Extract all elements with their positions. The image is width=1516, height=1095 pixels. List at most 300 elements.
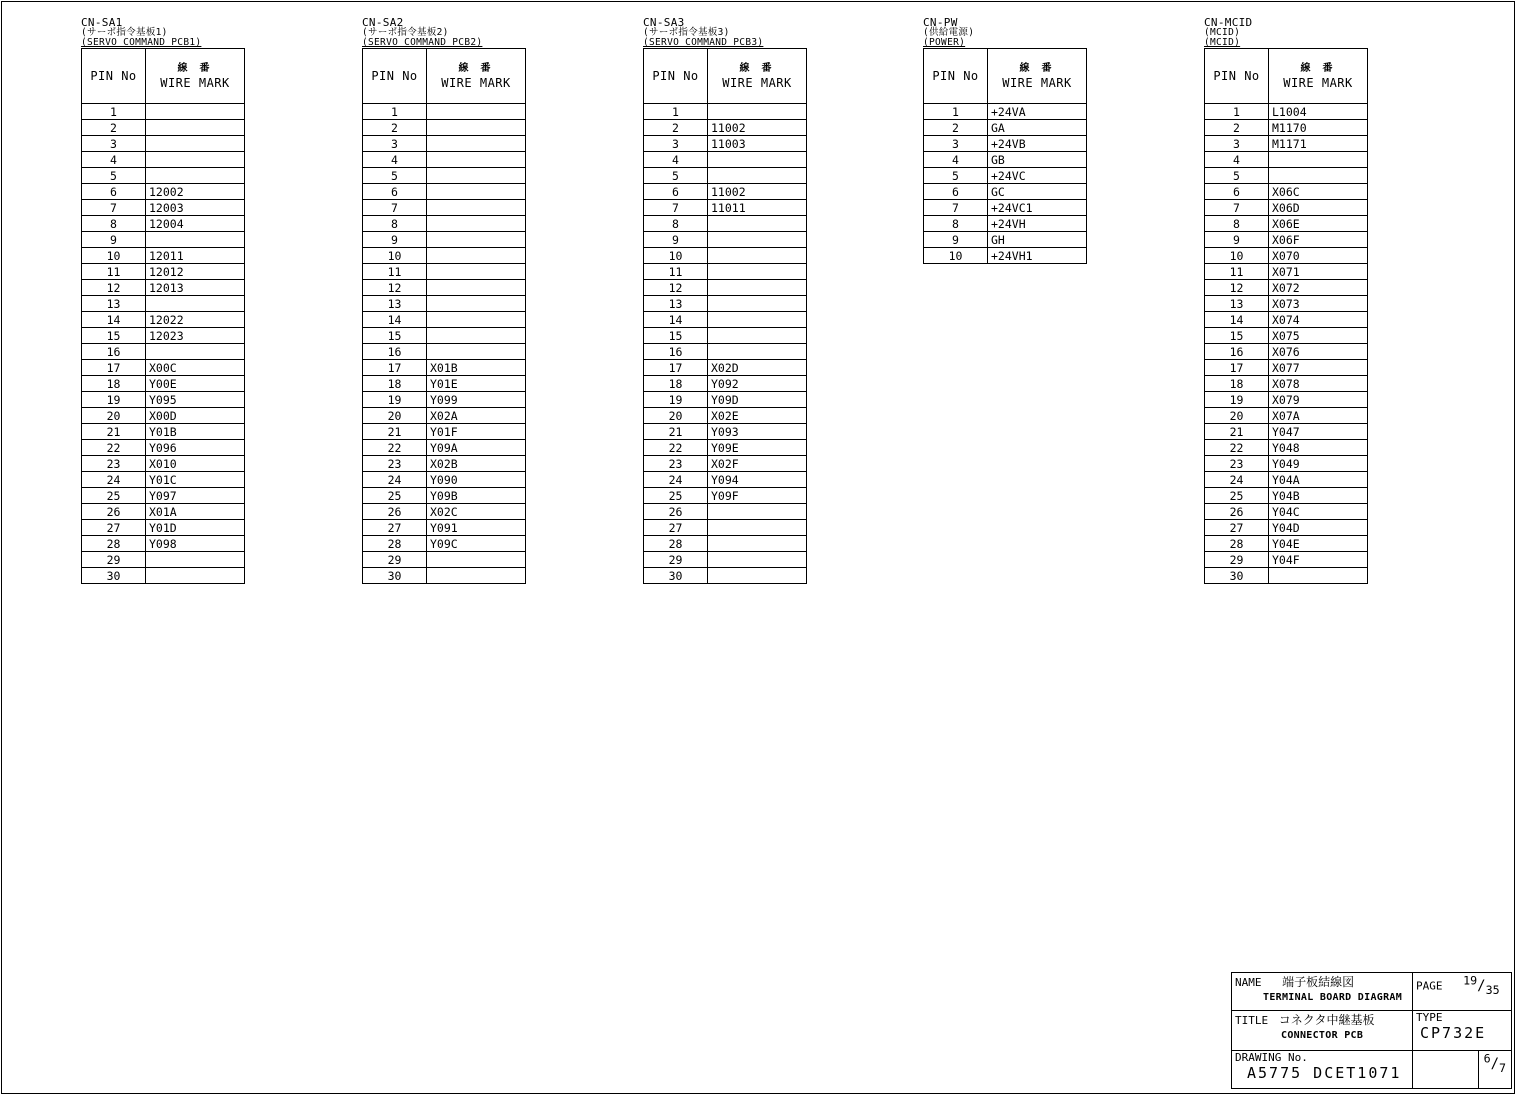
table-row xyxy=(644,456,807,472)
connector-jp-name: (サーボ指令基板2) xyxy=(362,27,449,38)
pin-table xyxy=(923,48,1087,264)
pin-table xyxy=(81,48,245,584)
pin-number: 10 xyxy=(924,248,988,264)
table-row xyxy=(363,296,526,312)
title-jp: コネクタ中継基板 xyxy=(1278,1013,1375,1027)
pin-number: 12 xyxy=(82,280,146,296)
pin-number: 16 xyxy=(82,344,146,360)
type-value: CP732E xyxy=(1420,1024,1487,1042)
pin-number: 13 xyxy=(82,296,146,312)
wire-mark xyxy=(427,136,526,152)
table-row xyxy=(644,536,807,552)
pin-number: 8 xyxy=(82,216,146,232)
pin-number: 5 xyxy=(363,168,427,184)
page-label: PAGE xyxy=(1416,979,1443,993)
pin-number: 29 xyxy=(82,552,146,568)
table-row xyxy=(82,488,245,504)
wire-mark: L1004 xyxy=(1269,104,1368,120)
wire-mark-header xyxy=(988,49,1087,104)
table-row xyxy=(644,312,807,328)
pin-number: 9 xyxy=(363,232,427,248)
pin-number: 16 xyxy=(363,344,427,360)
pin-number: 15 xyxy=(1205,328,1269,344)
table-row xyxy=(82,216,245,232)
pin-number: 25 xyxy=(363,488,427,504)
pin-number: 20 xyxy=(1205,408,1269,424)
table-row xyxy=(363,136,526,152)
wire-mark: X077 xyxy=(1269,360,1368,376)
wire-mark: M1170 xyxy=(1269,120,1368,136)
pin-number: 3 xyxy=(1205,136,1269,152)
connector-en-name: (POWER) xyxy=(923,37,966,48)
table-row xyxy=(82,472,245,488)
table-row xyxy=(924,248,1087,264)
wire-mark: 12003 xyxy=(146,200,245,216)
pin-number: 20 xyxy=(644,408,708,424)
connector-en-name: (MCID) xyxy=(1204,37,1241,48)
pin-number: 2 xyxy=(363,120,427,136)
table-row xyxy=(363,408,526,424)
name-cell xyxy=(1232,973,1413,1011)
wire-mark xyxy=(427,280,526,296)
wire-mark-en: WIRE MARK xyxy=(1283,76,1353,90)
connector-id: CN-SA3 xyxy=(643,16,685,29)
pin-number: 11 xyxy=(363,264,427,280)
title-en: CONNECTOR PCB xyxy=(1281,1030,1364,1041)
connector-id: CN-SA1 xyxy=(81,16,123,29)
pin-number: 5 xyxy=(924,168,988,184)
pin-number: 6 xyxy=(644,184,708,200)
wire-mark: X02F xyxy=(708,456,807,472)
pin-number: 13 xyxy=(644,296,708,312)
wire-mark: X075 xyxy=(1269,328,1368,344)
pin-number: 11 xyxy=(644,264,708,280)
pin-number: 14 xyxy=(82,312,146,328)
pin-number: 25 xyxy=(644,488,708,504)
table-row xyxy=(82,360,245,376)
table-row xyxy=(363,424,526,440)
wire-mark-en: WIRE MARK xyxy=(160,76,230,90)
wire-mark xyxy=(427,120,526,136)
pin-number: 26 xyxy=(82,504,146,520)
wire-mark: X00C xyxy=(146,360,245,376)
table-row xyxy=(82,568,245,584)
table-row xyxy=(363,536,526,552)
table-row xyxy=(1205,456,1368,472)
wire-mark: M1171 xyxy=(1269,136,1368,152)
table-row xyxy=(644,232,807,248)
pin-number: 21 xyxy=(1205,424,1269,440)
wire-mark xyxy=(708,504,807,520)
pin-number: 10 xyxy=(363,248,427,264)
wire-mark xyxy=(427,552,526,568)
wire-mark: Y099 xyxy=(427,392,526,408)
wire-mark: 11003 xyxy=(708,136,807,152)
wire-mark: Y094 xyxy=(708,472,807,488)
wire-mark: X06F xyxy=(1269,232,1368,248)
wire-mark: X02B xyxy=(427,456,526,472)
wire-mark xyxy=(708,296,807,312)
table-row xyxy=(644,520,807,536)
table-row xyxy=(363,392,526,408)
table-row xyxy=(82,376,245,392)
pin-number: 17 xyxy=(1205,360,1269,376)
wire-mark: Y04C xyxy=(1269,504,1368,520)
table-row xyxy=(644,216,807,232)
pin-number: 30 xyxy=(1205,568,1269,584)
wire-mark xyxy=(708,568,807,584)
wire-mark: X078 xyxy=(1269,376,1368,392)
pin-number: 24 xyxy=(1205,472,1269,488)
drawing-cell xyxy=(1232,1051,1413,1089)
wire-mark-en: WIRE MARK xyxy=(722,76,792,90)
wire-mark: X06E xyxy=(1269,216,1368,232)
wire-mark-en: WIRE MARK xyxy=(1002,76,1072,90)
table-row xyxy=(1205,424,1368,440)
table-row xyxy=(363,568,526,584)
wire-mark xyxy=(146,232,245,248)
connector-id: CN-PW xyxy=(923,16,958,29)
drawing-label: DRAWING No. xyxy=(1235,1051,1308,1064)
pin-number: 17 xyxy=(644,360,708,376)
table-row xyxy=(644,152,807,168)
table-row xyxy=(363,264,526,280)
table-row xyxy=(924,104,1087,120)
wire-mark: Y09A xyxy=(427,440,526,456)
wire-mark xyxy=(146,136,245,152)
wire-mark: X079 xyxy=(1269,392,1368,408)
name-jp: 端子板結線図 xyxy=(1282,975,1355,989)
pin-number: 2 xyxy=(644,120,708,136)
wire-mark: Y096 xyxy=(146,440,245,456)
table-row xyxy=(82,168,245,184)
wire-mark xyxy=(708,520,807,536)
table-row xyxy=(1205,104,1368,120)
pin-number: 29 xyxy=(644,552,708,568)
pin-number: 18 xyxy=(82,376,146,392)
wire-mark: Y097 xyxy=(146,488,245,504)
pin-number: 3 xyxy=(924,136,988,152)
table-row xyxy=(82,424,245,440)
pin-number: 6 xyxy=(82,184,146,200)
wire-mark: X01A xyxy=(146,504,245,520)
pin-number: 4 xyxy=(1205,152,1269,168)
wire-mark: X076 xyxy=(1269,344,1368,360)
table-row xyxy=(82,136,245,152)
connector-cn-mcid xyxy=(1204,17,1368,584)
wire-mark: GB xyxy=(988,152,1087,168)
wire-mark-en: WIRE MARK xyxy=(441,76,511,90)
table-row xyxy=(644,376,807,392)
pin-number: 4 xyxy=(363,152,427,168)
pin-number: 6 xyxy=(1205,184,1269,200)
pin-number: 22 xyxy=(1205,440,1269,456)
wire-mark: Y09C xyxy=(427,536,526,552)
pin-number: 23 xyxy=(363,456,427,472)
table-row xyxy=(1205,120,1368,136)
wire-mark: Y095 xyxy=(146,392,245,408)
table-row xyxy=(644,488,807,504)
table-row xyxy=(644,120,807,136)
pin-number: 10 xyxy=(1205,248,1269,264)
table-row xyxy=(644,568,807,584)
wire-mark: Y09B xyxy=(427,488,526,504)
pin-header: PIN No xyxy=(1205,49,1269,104)
table-row xyxy=(1205,312,1368,328)
table-row xyxy=(82,552,245,568)
table-row xyxy=(363,520,526,536)
pin-number: 23 xyxy=(1205,456,1269,472)
page-number: 19 xyxy=(1463,973,1478,987)
wire-mark xyxy=(427,168,526,184)
sheet-number: 6 xyxy=(1483,1051,1491,1065)
wire-mark: 12012 xyxy=(146,264,245,280)
table-row xyxy=(363,280,526,296)
table-row xyxy=(82,120,245,136)
pin-header: PIN No xyxy=(924,49,988,104)
sheet-cell: $^6/_7$ xyxy=(1478,1051,1511,1089)
table-row xyxy=(363,184,526,200)
wire-mark: X070 xyxy=(1269,248,1368,264)
wire-mark xyxy=(146,104,245,120)
table-row xyxy=(924,136,1087,152)
connector-cn-sa2 xyxy=(362,17,526,584)
wire-mark: Y04F xyxy=(1269,552,1368,568)
pin-number: 2 xyxy=(924,120,988,136)
table-row xyxy=(644,424,807,440)
pin-number: 1 xyxy=(924,104,988,120)
wire-mark: X073 xyxy=(1269,296,1368,312)
wire-mark: Y049 xyxy=(1269,456,1368,472)
pin-number: 5 xyxy=(1205,168,1269,184)
table-row xyxy=(1205,248,1368,264)
pin-number: 26 xyxy=(363,504,427,520)
wire-mark: X02E xyxy=(708,408,807,424)
page-total: 35 xyxy=(1485,982,1500,997)
table-row xyxy=(363,152,526,168)
pin-number: 18 xyxy=(644,376,708,392)
pin-header: PIN No xyxy=(363,49,427,104)
blank-cell xyxy=(1413,1051,1479,1089)
connector-jp-name: (MCID) xyxy=(1204,27,1241,38)
name-en: TERMINAL BOARD DIAGRAM xyxy=(1263,992,1403,1003)
table-row xyxy=(82,280,245,296)
wire-mark xyxy=(708,168,807,184)
pin-header: PIN No xyxy=(82,49,146,104)
type-label: TYPE xyxy=(1416,1011,1443,1024)
table-row xyxy=(1205,552,1368,568)
table-row xyxy=(1205,232,1368,248)
wire-mark xyxy=(427,216,526,232)
wire-mark: Y01B xyxy=(146,424,245,440)
pin-number: 5 xyxy=(82,168,146,184)
wire-mark xyxy=(146,296,245,312)
table-row xyxy=(1205,296,1368,312)
table-row xyxy=(363,456,526,472)
connector-id: CN-MCID xyxy=(1204,16,1253,29)
pin-number: 15 xyxy=(82,328,146,344)
pin-number: 5 xyxy=(644,168,708,184)
wire-mark xyxy=(427,248,526,264)
table-row xyxy=(363,488,526,504)
pin-number: 25 xyxy=(1205,488,1269,504)
wire-mark: X02D xyxy=(708,360,807,376)
table-row xyxy=(644,104,807,120)
pin-number: 7 xyxy=(82,200,146,216)
pin-number: 24 xyxy=(82,472,146,488)
pin-number: 27 xyxy=(1205,520,1269,536)
wire-mark xyxy=(427,312,526,328)
wire-mark: 11002 xyxy=(708,120,807,136)
pin-number: 10 xyxy=(82,248,146,264)
table-row xyxy=(82,456,245,472)
pin-number: 28 xyxy=(82,536,146,552)
wire-mark xyxy=(708,216,807,232)
wire-mark: Y00E xyxy=(146,376,245,392)
table-row xyxy=(363,168,526,184)
table-row xyxy=(82,520,245,536)
pin-number: 12 xyxy=(363,280,427,296)
pin-number: 14 xyxy=(1205,312,1269,328)
table-row xyxy=(924,216,1087,232)
wire-mark xyxy=(708,536,807,552)
table-row xyxy=(82,200,245,216)
wire-mark xyxy=(708,104,807,120)
name-label: NAME xyxy=(1235,976,1262,989)
wire-mark: X00D xyxy=(146,408,245,424)
wire-mark: 12022 xyxy=(146,312,245,328)
pin-number: 22 xyxy=(82,440,146,456)
table-row xyxy=(82,392,245,408)
wire-mark: Y09D xyxy=(708,392,807,408)
table-row xyxy=(363,344,526,360)
pin-number: 30 xyxy=(82,568,146,584)
pin-number: 3 xyxy=(363,136,427,152)
title-cell xyxy=(1232,1011,1413,1051)
wire-mark: Y047 xyxy=(1269,424,1368,440)
wire-mark xyxy=(708,552,807,568)
connector-jp-name: (サーボ指令基板3) xyxy=(643,27,730,38)
wire-mark xyxy=(146,168,245,184)
table-row xyxy=(363,216,526,232)
pin-number: 1 xyxy=(1205,104,1269,120)
pin-number: 3 xyxy=(82,136,146,152)
wire-mark xyxy=(427,344,526,360)
wire-mark-jp: 線 番 xyxy=(1019,63,1055,74)
pin-number: 29 xyxy=(1205,552,1269,568)
pin-number: 1 xyxy=(82,104,146,120)
table-row xyxy=(1205,392,1368,408)
table-row xyxy=(1205,136,1368,152)
pin-number: 24 xyxy=(644,472,708,488)
table-row xyxy=(1205,168,1368,184)
table-row xyxy=(1205,376,1368,392)
pin-number: 7 xyxy=(1205,200,1269,216)
wire-mark xyxy=(708,232,807,248)
pin-number: 21 xyxy=(363,424,427,440)
wire-mark: X06C xyxy=(1269,184,1368,200)
pin-number: 14 xyxy=(363,312,427,328)
wire-mark: Y04B xyxy=(1269,488,1368,504)
table-row xyxy=(1205,440,1368,456)
table-row xyxy=(644,296,807,312)
wire-mark xyxy=(427,568,526,584)
wire-mark: 12004 xyxy=(146,216,245,232)
wire-mark: X071 xyxy=(1269,264,1368,280)
table-row xyxy=(924,232,1087,248)
pin-number: 26 xyxy=(644,504,708,520)
table-row xyxy=(644,408,807,424)
table-row xyxy=(82,504,245,520)
wire-mark xyxy=(427,200,526,216)
drawing-number: A5775 DCET1071 xyxy=(1247,1064,1402,1082)
pin-table xyxy=(643,48,807,584)
table-row xyxy=(363,200,526,216)
wire-mark: Y048 xyxy=(1269,440,1368,456)
wire-mark xyxy=(708,248,807,264)
pin-number: 18 xyxy=(1205,376,1269,392)
pin-number: 18 xyxy=(363,376,427,392)
table-row xyxy=(82,184,245,200)
wire-mark xyxy=(427,264,526,280)
wire-mark: +24VH xyxy=(988,216,1087,232)
wire-mark: 12023 xyxy=(146,328,245,344)
wire-mark: +24VH1 xyxy=(988,248,1087,264)
wire-mark-jp: 線 番 xyxy=(1300,63,1336,74)
pin-number: 30 xyxy=(363,568,427,584)
pin-number: 21 xyxy=(82,424,146,440)
wire-mark-header xyxy=(427,49,526,104)
wire-mark: Y04A xyxy=(1269,472,1368,488)
wire-mark: Y091 xyxy=(427,520,526,536)
wire-mark xyxy=(146,120,245,136)
table-row xyxy=(363,104,526,120)
pin-number: 27 xyxy=(82,520,146,536)
pin-number: 27 xyxy=(644,520,708,536)
pin-number: 7 xyxy=(924,200,988,216)
table-row xyxy=(363,472,526,488)
wire-mark xyxy=(427,296,526,312)
wire-mark: X010 xyxy=(146,456,245,472)
wire-mark: X07A xyxy=(1269,408,1368,424)
pin-number: 28 xyxy=(363,536,427,552)
wire-mark: 12002 xyxy=(146,184,245,200)
table-row xyxy=(82,264,245,280)
page-cell: PAGE $^{19}/_{35}$ xyxy=(1413,973,1512,1011)
table-row xyxy=(1205,264,1368,280)
table-row xyxy=(644,184,807,200)
table-row xyxy=(82,104,245,120)
wire-mark xyxy=(146,568,245,584)
wire-mark: +24VC1 xyxy=(988,200,1087,216)
wire-mark xyxy=(708,264,807,280)
table-row xyxy=(644,280,807,296)
wire-mark-header xyxy=(1269,49,1368,104)
pin-number: 12 xyxy=(1205,280,1269,296)
pin-number: 9 xyxy=(644,232,708,248)
pin-number: 7 xyxy=(644,200,708,216)
wire-mark: Y09E xyxy=(708,440,807,456)
pin-number: 3 xyxy=(644,136,708,152)
table-row xyxy=(924,168,1087,184)
table-row xyxy=(1205,360,1368,376)
pin-number: 4 xyxy=(644,152,708,168)
pin-number: 2 xyxy=(1205,120,1269,136)
table-row xyxy=(82,232,245,248)
wire-mark xyxy=(146,344,245,360)
table-row xyxy=(82,248,245,264)
wire-mark: Y01E xyxy=(427,376,526,392)
